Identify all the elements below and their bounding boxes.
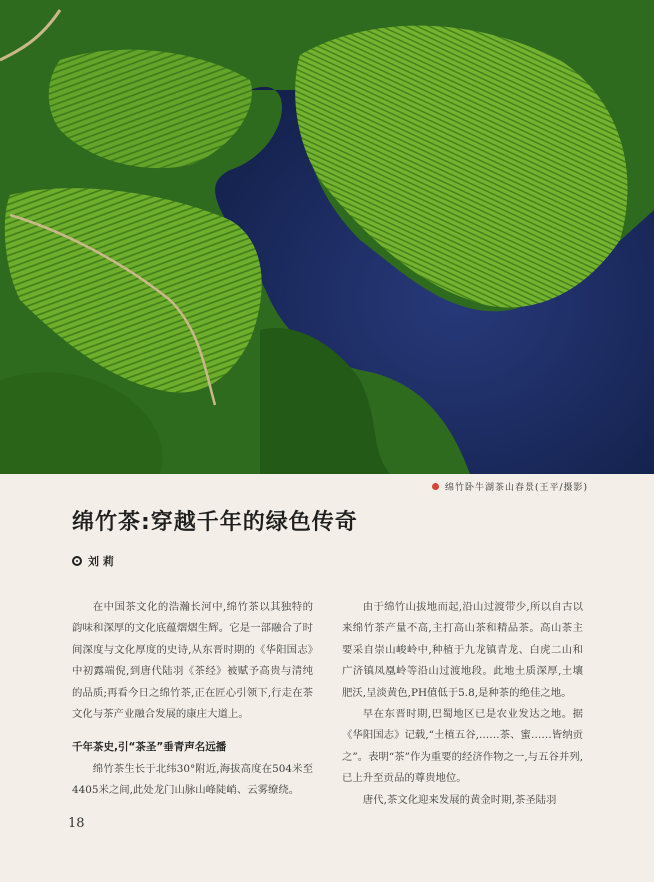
photo-caption — [432, 480, 588, 493]
caption-bullet-icon — [432, 483, 439, 490]
byline — [72, 553, 114, 569]
author-name: 刘 莉 — [88, 555, 114, 568]
left-column — [72, 597, 313, 802]
paragraph-3: 唐代,茶文化迎来发展的黄金时期,茶圣陆羽 — [362, 793, 557, 806]
caption-text: 绵竹卧牛湖茶山春景(王平/摄影) — [444, 483, 588, 493]
byline-bullet-icon — [72, 556, 82, 566]
page-number: 18 — [68, 816, 85, 831]
section-paragraph: 绵竹茶生长于北纬30°附近,海拔高度在504米至4405米之间,此处龙门山脉山峰陡峭、云雾缭绕。 — [72, 762, 313, 797]
paragraph-1: 由于绵竹山拔地而起,沿山过渡带少,所以自古以来绵竹茶产量不高,主打高山茶和精品茶。高山茶主要采自崇山峻岭中,种植于九龙镇青龙、白虎二山和广济镇凤凰岭等沿山过渡地段。此地土质深厚,土壤肥沃,呈淡黄色,PH值低于5.8,是种茶的绝佳之地。 — [342, 601, 583, 699]
paragraph-2: 早在东晋时期,巴蜀地区已是农业发达之地。据《华阳国志》记载,“土植五谷,……茶、蜜……皆纳贡之”。表明“茶”作为重要的经济作物之一,与五谷并列,已上升至贡品的尊贵地位。 — [342, 708, 583, 785]
section-heading: 千年茶史,引“茶圣”垂青声名远播 — [72, 741, 227, 754]
intro-paragraph: 在中国茶文化的浩瀚长河中,绵竹茶以其独特的韵味和深厚的文化底蕴熠熠生辉。它是一部融合了时间深度与文化厚度的史诗,从东晋时期的《华阳国志》中初露端倪,到唐代陆羽《茶经》被赋予高贵与清纯的品质;再看今日之绵竹茶,正在匠心引领下,行走在茶文化与茶产业融合发展的康庄大道上。 — [72, 601, 313, 721]
article-title: 绵竹茶:穿越千年的绿色传奇 — [72, 510, 358, 535]
right-column — [342, 597, 583, 811]
